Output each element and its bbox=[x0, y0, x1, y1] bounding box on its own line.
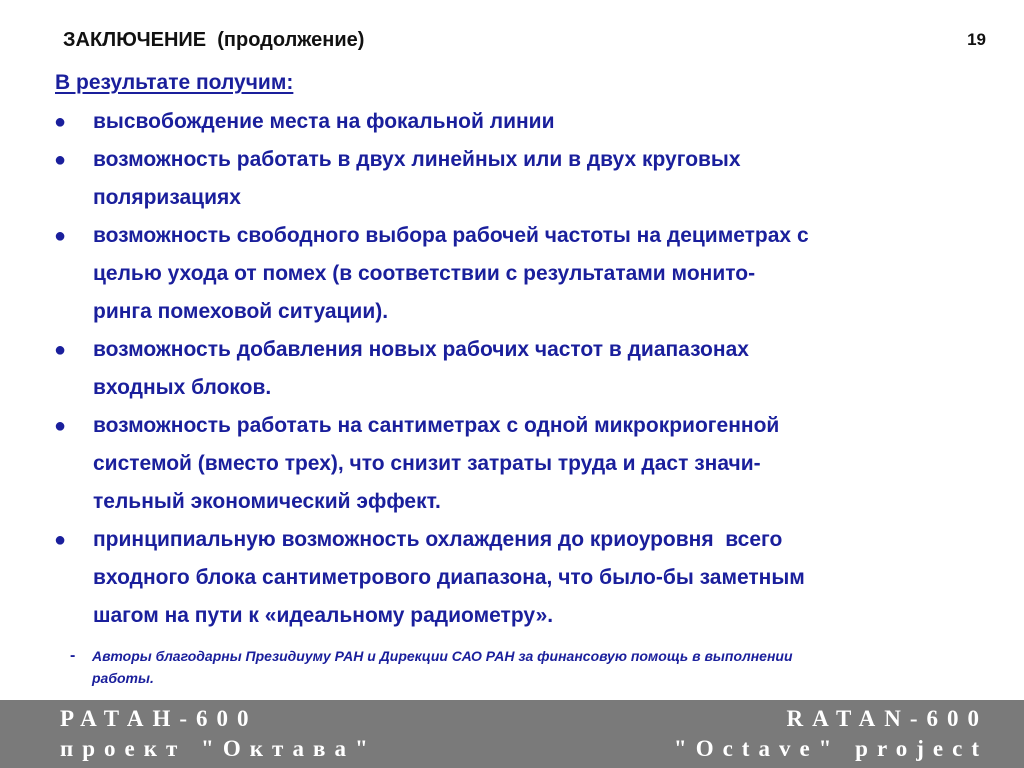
section-subtitle: В результате получим: bbox=[55, 71, 294, 94]
bullet-item bbox=[0, 217, 1024, 331]
bullet-dot-icon: ● bbox=[54, 415, 67, 437]
bullet-item bbox=[0, 103, 1024, 141]
bullet-item bbox=[0, 521, 1024, 635]
bullet-dot-icon: ● bbox=[54, 529, 67, 551]
bullet-dot-icon: ● bbox=[54, 339, 67, 361]
bullet-text-line: возможность работать в двух линейных или в двух круговых bbox=[93, 148, 741, 171]
bullet-text-line: возможность работать на сантиметрах с одной микрокриогенной bbox=[93, 414, 780, 437]
bullet-text-line: высвобождение места на фокальной линии bbox=[93, 110, 555, 133]
footer-right-block bbox=[674, 704, 988, 764]
footer-banner bbox=[0, 700, 1024, 768]
bullet-text-line: системой (вместо трех), что снизит затраты труда и даст значи- bbox=[93, 452, 761, 475]
bullet-dot-icon: ● bbox=[54, 149, 67, 171]
bullet-text-line: поляризациях bbox=[93, 186, 241, 209]
bullet-text-line: входных блоков. bbox=[93, 376, 272, 399]
note-text-line: Авторы благодарны Президиуму РАН и Дирекции САО РАН за финансовую помощь в выполнении bbox=[92, 648, 793, 664]
acknowledgement-note bbox=[70, 645, 970, 689]
page-number: 19 bbox=[967, 30, 986, 49]
bullet-text-line: входного блока сантиметрового диапазона, что было-бы заметным bbox=[93, 566, 805, 589]
dash-icon: - bbox=[70, 647, 76, 664]
bullet-text-line: ринга помеховой ситуации). bbox=[93, 300, 389, 323]
bullet-dot-icon: ● bbox=[54, 225, 67, 247]
bullet-text-line: шагом на пути к «идеальному радиометру». bbox=[93, 604, 554, 627]
bullet-item bbox=[0, 141, 1024, 217]
bullet-text-line: возможность добавления новых рабочих частот в диапазонах bbox=[93, 338, 749, 361]
bullet-text-line: тельный экономический эффект. bbox=[93, 490, 441, 513]
footer-left-block bbox=[60, 704, 377, 764]
slide-title: ЗАКЛЮЧЕНИЕ (продолжение) bbox=[63, 29, 365, 51]
footer-project-name-ru: РАТАН-600 bbox=[60, 706, 258, 731]
footer-project-title-en: "Octave" project bbox=[673, 736, 988, 761]
bullet-item bbox=[0, 407, 1024, 521]
bullet-text-line: возможность свободного выбора рабочей частоты на дециметрах с bbox=[93, 224, 809, 247]
bullet-text-line: принципиальную возможность охлаждения до криоуровня всего bbox=[93, 528, 783, 551]
bullet-list bbox=[0, 103, 1024, 635]
note-text-line: работы. bbox=[92, 670, 154, 686]
footer-project-title-ru: проект "Октава" bbox=[60, 736, 377, 761]
bullet-text-line: целью ухода от помех (в соответствии с результатами монито- bbox=[93, 262, 756, 285]
bullet-item bbox=[0, 331, 1024, 407]
footer-project-name-en: RATAN-600 bbox=[786, 706, 988, 731]
bullet-dot-icon: ● bbox=[54, 111, 67, 133]
